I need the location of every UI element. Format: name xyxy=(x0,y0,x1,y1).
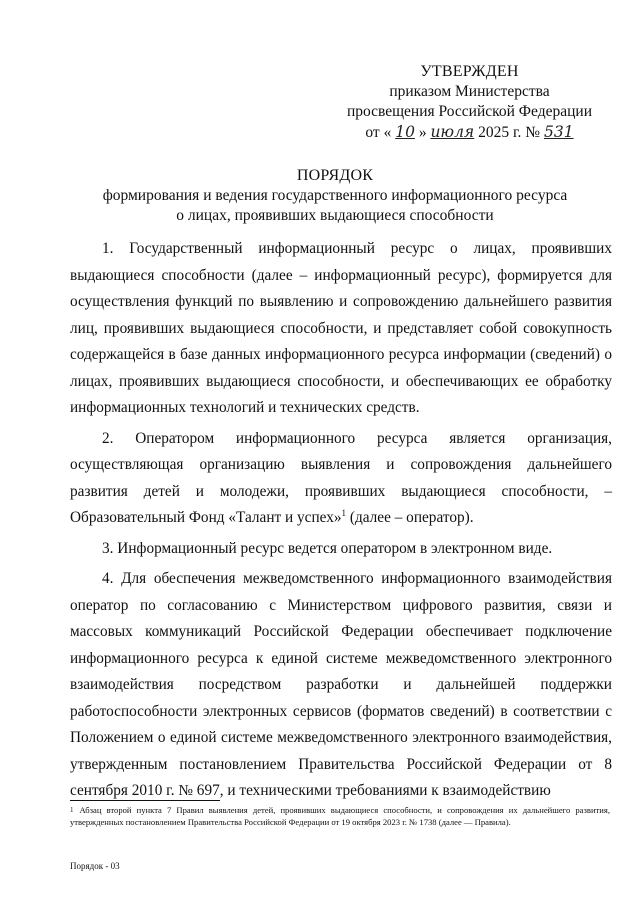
paragraph-2 xyxy=(70,426,612,532)
page-code: Порядок - 03 xyxy=(70,861,120,871)
approval-date-line xyxy=(347,122,592,143)
footnote-text: Абзац второй пункта 7 Правил выявления детей, проявивших выдающиеся способности, и сопровождения их дальнейшего развития, утвержденных постановлением Правительства Российской Федерации от 19 октября 2023 г. № 1738 (далее — Правила). xyxy=(70,805,610,827)
approval-line-2: просвещения Российской Федерации xyxy=(346,103,592,120)
footnote-number: 1 xyxy=(70,806,74,814)
approval-block xyxy=(347,62,592,143)
document-body xyxy=(70,236,612,805)
document-title: ПОРЯДОК xyxy=(296,167,374,184)
handwritten-day: 10 xyxy=(395,123,415,141)
document-heading xyxy=(70,166,600,226)
paragraph-4: 4. Для обеспечения межведомственного информационного взаимодействия оператор по согласованию с Министерством цифрового развития, связи и массовых коммуникаций Российской Федерации обеспечивает подключение информационного ресурса к единой системе межведомственного электронного взаимодействия посредством разработки и дальнейшей поддержки работоспособности электронных сервисов (форматов сведений) в соответствии с Положением о единой системе межведомственного электронного взаимодействия, утвержденным постановлением Правительства Российской Федерации от 8 сентября 2010 г. № 697, и техническими требованиями к взаимодействию xyxy=(70,570,612,799)
date-prefix: от « xyxy=(365,124,392,141)
handwritten-order-number: 531 xyxy=(543,123,574,141)
paragraph-2-tail: (далее – оператор). xyxy=(346,509,474,526)
document-subtitle-line-1: формирования и ведения государственного информационного ресурса xyxy=(102,187,568,204)
paragraph-2-text: 2. Оператором информационного ресурса является организация, осуществляющая организацию выявления и сопровождения дальнейшего развития детей и молодежи, проявивших выдающиеся способности, – Образовательный Фонд «Талант и успех» xyxy=(70,429,612,526)
footnote-divider xyxy=(70,800,220,801)
paragraph-1: 1. Государственный информационный ресурс о лицах, проявивших выдающиеся способности (далее – информационный ресурс), формируется для осуществления функций по выявлению и сопровождению дальнейшего развития лиц, проявивших выдающиеся способности, и представляет собой совокупность содержащейся в базе данных информационного ресурса информации (сведений) о лицах, проявивших выдающиеся способности, и обеспечивающих ее обработку информационных технологий и технических средств. xyxy=(70,240,612,416)
footnote xyxy=(70,804,610,828)
handwritten-month: июля xyxy=(430,123,475,141)
document-subtitle-line-2: о лицах, проявивших выдающиеся способности xyxy=(176,207,494,224)
paragraph-3: 3. Информационный ресурс ведется оператором в электронном виде. xyxy=(102,539,553,557)
date-year: 2025 г. № xyxy=(478,124,541,141)
footnote-reference: 1 xyxy=(341,507,347,518)
date-mid: » xyxy=(418,124,427,141)
approval-title: УТВЕРЖДЕН xyxy=(420,63,519,80)
approval-line-1: приказом Министерства xyxy=(389,83,550,100)
